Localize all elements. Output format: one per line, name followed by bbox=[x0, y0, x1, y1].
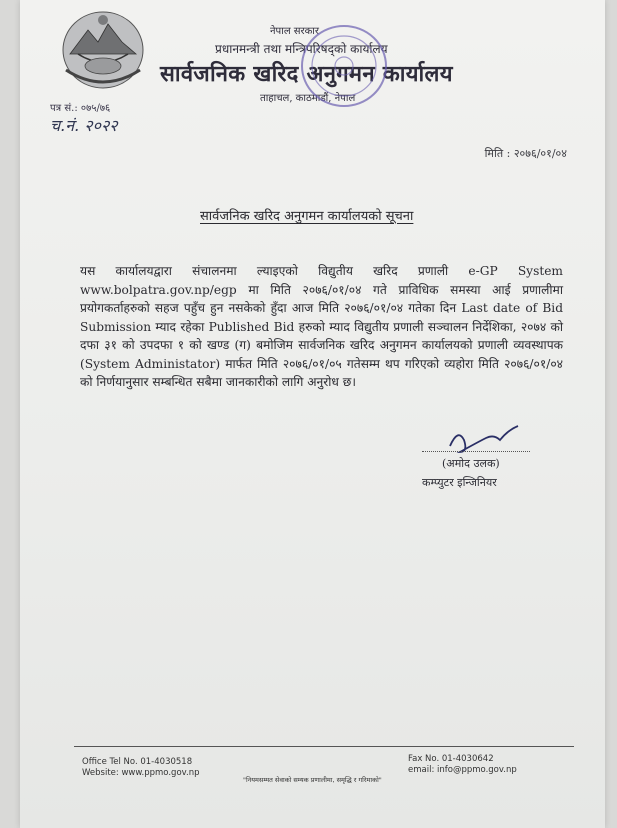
signature-icon bbox=[438, 418, 528, 458]
footer-slogan: "नियमसम्मत सेवाको सम्यक प्रणालीमा, समृद्धि र गरिमाको" bbox=[243, 776, 382, 784]
footer-email: email: info@ppmo.gov.np bbox=[408, 765, 517, 775]
header-main-title: सार्वजनिक खरिद अनुगमन कार्यालय bbox=[160, 61, 453, 87]
reference-number: पत्र सं.: ०७५/७६ bbox=[50, 103, 111, 114]
header-office-text: प्रधानमन्त्री तथा मन्त्रिपरिषद्को कार्यालय bbox=[215, 42, 388, 56]
dispatch-number: च.नं. २०२२ bbox=[50, 116, 118, 135]
letter-page bbox=[20, 0, 605, 828]
header-govt-text: नेपाल सरकार bbox=[270, 26, 319, 37]
notice-body: यस कार्यालयद्वारा संचालनमा ल्याइएको विद्युतीय खरिद प्रणाली e-GP System www.bolpatra.gov.np/egp मा मिति २०७६/०१/०४ गते प्राविधिक समस्या आई प्रणालीमा प्रयोगकर्ताहरुको सहज पहुँच हुन नसकेको हुँदा आज मिति २०७६/०१/०४ गतेका दिन Last date of Bid Submission म्याद रहेका Published Bid हरुको म्याद विद्युतीय प्रणाली सञ्चालन निर्देशिका, २०७४ को दफा ३१ को उपदफा १ को खण्ड (ग) बमोजिम सार्वजनिक खरिद अनुगमन कार्यालयको प्रणाली व्यवस्थापक (System Administator) मार्फत मिति २०७६/०१/०५ गतेसम्म थप गरिएको व्यहोरा मिति २०७६/०१/०४ को निर्णयानुसार सम्बन्धित सबैमा जानकारीको लागि अनुरोध छ। bbox=[80, 264, 563, 389]
office-stamp-icon bbox=[294, 18, 394, 114]
footer-divider bbox=[74, 746, 574, 747]
signatory-name: (अमोद उलक) bbox=[442, 457, 500, 470]
signature-line bbox=[422, 451, 530, 452]
footer-website: Website: www.ppmo.gov.np bbox=[82, 768, 200, 778]
signatory-title: कम्प्युटर इन्जिनियर bbox=[422, 476, 497, 489]
notice-title: सार्वजनिक खरिद अनुगमन कार्यालयको सूचना bbox=[200, 209, 414, 224]
letter-date: मिति : २०७६/०१/०४ bbox=[484, 147, 567, 160]
footer-tel: Office Tel No. 01-4030518 bbox=[82, 757, 193, 767]
footer-fax: Fax No. 01-4030642 bbox=[408, 754, 494, 764]
header-location: ताहाचल, काठमाडौं, नेपाल bbox=[260, 93, 356, 104]
nepal-emblem-icon bbox=[60, 8, 146, 92]
